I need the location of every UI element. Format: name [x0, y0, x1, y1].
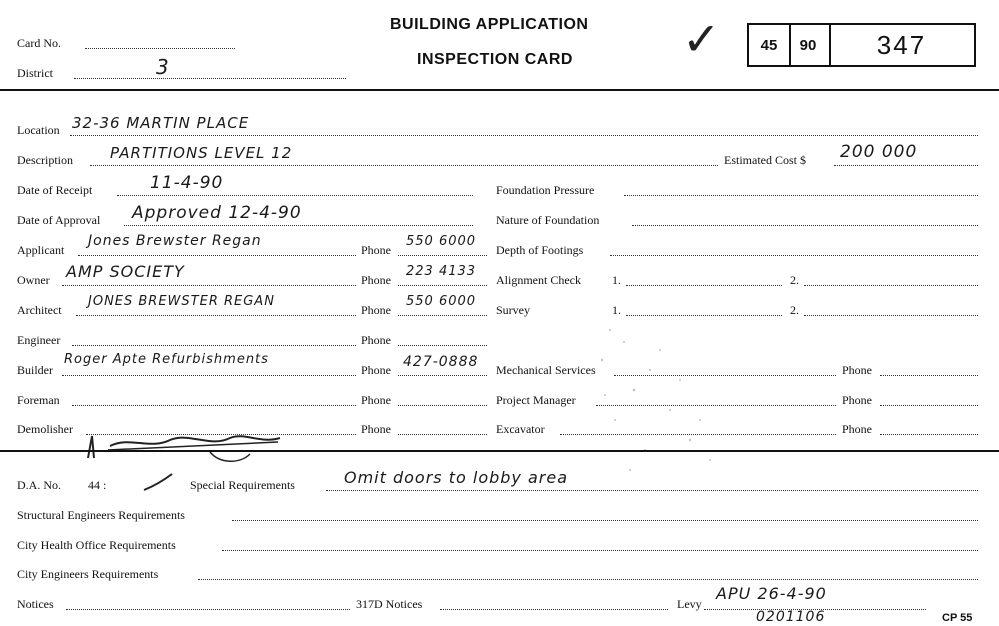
owner-phone-value: 223 4133 — [406, 264, 477, 279]
card-box-1-value: 45 — [760, 36, 778, 54]
engineer-phone-line — [398, 345, 487, 346]
engineer-phone-label: Phone — [361, 333, 391, 347]
da-value: 44 : — [88, 478, 107, 492]
levy-label: Levy — [677, 597, 702, 611]
demolisher-phone-label: Phone — [361, 422, 391, 436]
district-value: 3 — [156, 55, 170, 79]
architect-value: JONES BREWSTER REGAN — [88, 294, 275, 309]
card-no-line — [85, 48, 235, 49]
notices-label: Notices — [17, 597, 54, 611]
foreman-line — [72, 405, 356, 406]
description-value: PARTITIONS LEVEL 12 — [110, 144, 293, 162]
card-box-3 — [829, 23, 976, 67]
city-eng-req-label: City Engineers Requirements — [17, 567, 159, 581]
check-mark: ✓ — [682, 12, 721, 66]
survey-line1 — [626, 315, 782, 316]
date-approval-value: Approved 12-4-90 — [132, 203, 302, 223]
nature-foundation-label: Nature of Foundation — [496, 213, 600, 227]
card-no-label: Card No. — [17, 36, 61, 50]
alignment-check-label: Alignment Check — [496, 273, 581, 287]
applicant-line — [78, 255, 356, 256]
architect-phone-value: 550 6000 — [406, 294, 477, 309]
survey-label: Survey — [496, 303, 530, 317]
special-req-label: Special Requirements — [190, 478, 295, 492]
survey-line2 — [804, 315, 978, 316]
applicant-phone-line — [398, 255, 487, 256]
date-receipt-label: Date of Receipt — [17, 183, 93, 197]
date-approval-line — [124, 225, 473, 226]
location-label: Location — [17, 123, 60, 137]
applicant-value: Jones Brewster Regan — [88, 233, 262, 249]
health-req-line — [222, 550, 978, 551]
foreman-label: Foreman — [17, 393, 60, 407]
da-tick-mark — [140, 472, 176, 494]
architect-phone-label: Phone — [361, 303, 391, 317]
survey-num2: 2. — [790, 303, 799, 317]
foundation-pressure-line — [624, 195, 978, 196]
survey-num1: 1. — [612, 303, 621, 317]
mechanical-label: Mechanical Services — [496, 363, 596, 377]
mechanical-phone-line — [880, 375, 978, 376]
estimated-cost-line — [834, 165, 978, 166]
bottom-handwritten-number: 0201106 — [756, 609, 826, 625]
special-req-value: Omit doors to lobby area — [344, 468, 568, 487]
stain-marks — [590, 320, 750, 480]
depth-footings-line — [610, 255, 978, 256]
owner-value: AMP SOCIETY — [66, 262, 185, 281]
project-manager-phone-label: Phone — [842, 393, 872, 407]
district-line — [74, 78, 346, 79]
health-req-label: City Health Office Requirements — [17, 538, 176, 552]
date-receipt-line — [117, 195, 473, 196]
notices-317d-line — [440, 609, 668, 610]
foreman-phone-line — [398, 405, 487, 406]
owner-phone-line — [398, 285, 487, 286]
engineer-line — [72, 345, 356, 346]
description-line — [90, 165, 718, 166]
applicant-phone-label: Phone — [361, 243, 391, 257]
project-manager-label: Project Manager — [496, 393, 576, 407]
owner-label: Owner — [17, 273, 50, 287]
date-receipt-value: 11-4-90 — [150, 173, 224, 193]
builder-phone-value: 427-0888 — [403, 354, 479, 370]
engineer-label: Engineer — [17, 333, 61, 347]
builder-phone-line — [398, 375, 487, 376]
alignment-check-line2 — [804, 285, 978, 286]
location-line — [70, 135, 978, 136]
owner-phone-label: Phone — [361, 273, 391, 287]
crossed-out-signature — [80, 428, 290, 468]
demolisher-phone-line — [398, 434, 487, 435]
applicant-label: Applicant — [17, 243, 65, 257]
form-title-line2: INSPECTION CARD — [417, 51, 573, 68]
foundation-pressure-label: Foundation Pressure — [496, 183, 595, 197]
owner-line — [62, 285, 356, 286]
city-eng-req-line — [198, 579, 978, 580]
card-box-2-value: 90 — [799, 36, 817, 54]
architect-label: Architect — [17, 303, 62, 317]
alignment-check-num1: 1. — [612, 273, 621, 287]
da-label: D.A. No. — [17, 478, 61, 492]
card-box-1 — [747, 23, 791, 67]
project-manager-phone-line — [880, 405, 978, 406]
description-label: Description — [17, 153, 73, 167]
levy-value: APU 26-4-90 — [716, 584, 827, 603]
excavator-phone-line — [880, 434, 978, 435]
applicant-phone-value: 550 6000 — [406, 234, 477, 249]
builder-label: Builder — [17, 363, 53, 377]
structural-req-label: Structural Engineers Requirements — [17, 508, 185, 522]
architect-line — [76, 315, 356, 316]
notices-317d-label: 317D Notices — [356, 597, 423, 611]
card-box-3-value: 347 — [876, 29, 927, 60]
structural-req-line — [232, 520, 978, 521]
special-req-line — [326, 490, 978, 491]
location-value: 32-36 MARTIN PLACE — [72, 114, 250, 132]
notices-line — [66, 609, 350, 610]
card-box-2 — [787, 23, 831, 67]
builder-phone-label: Phone — [361, 363, 391, 377]
estimated-cost-label: Estimated Cost $ — [724, 153, 806, 167]
demolisher-label: Demolisher — [17, 422, 73, 436]
form-title-line1: BUILDING APPLICATION — [390, 16, 589, 33]
builder-line — [62, 375, 356, 376]
header-divider — [0, 89, 999, 91]
mechanical-phone-label: Phone — [842, 363, 872, 377]
depth-footings-label: Depth of Footings — [496, 243, 584, 257]
nature-foundation-line — [632, 225, 978, 226]
lower-divider — [0, 450, 999, 452]
form-code: CP 55 — [942, 612, 973, 624]
estimated-cost-value: 200 000 — [840, 142, 918, 162]
foreman-phone-label: Phone — [361, 393, 391, 407]
builder-value: Roger Apte Refurbishments — [64, 352, 269, 367]
excavator-phone-label: Phone — [842, 422, 872, 436]
excavator-label: Excavator — [496, 422, 545, 436]
alignment-check-line1 — [626, 285, 782, 286]
architect-phone-line — [398, 315, 487, 316]
alignment-check-num2: 2. — [790, 273, 799, 287]
district-label: District — [17, 66, 53, 80]
date-approval-label: Date of Approval — [17, 213, 101, 227]
